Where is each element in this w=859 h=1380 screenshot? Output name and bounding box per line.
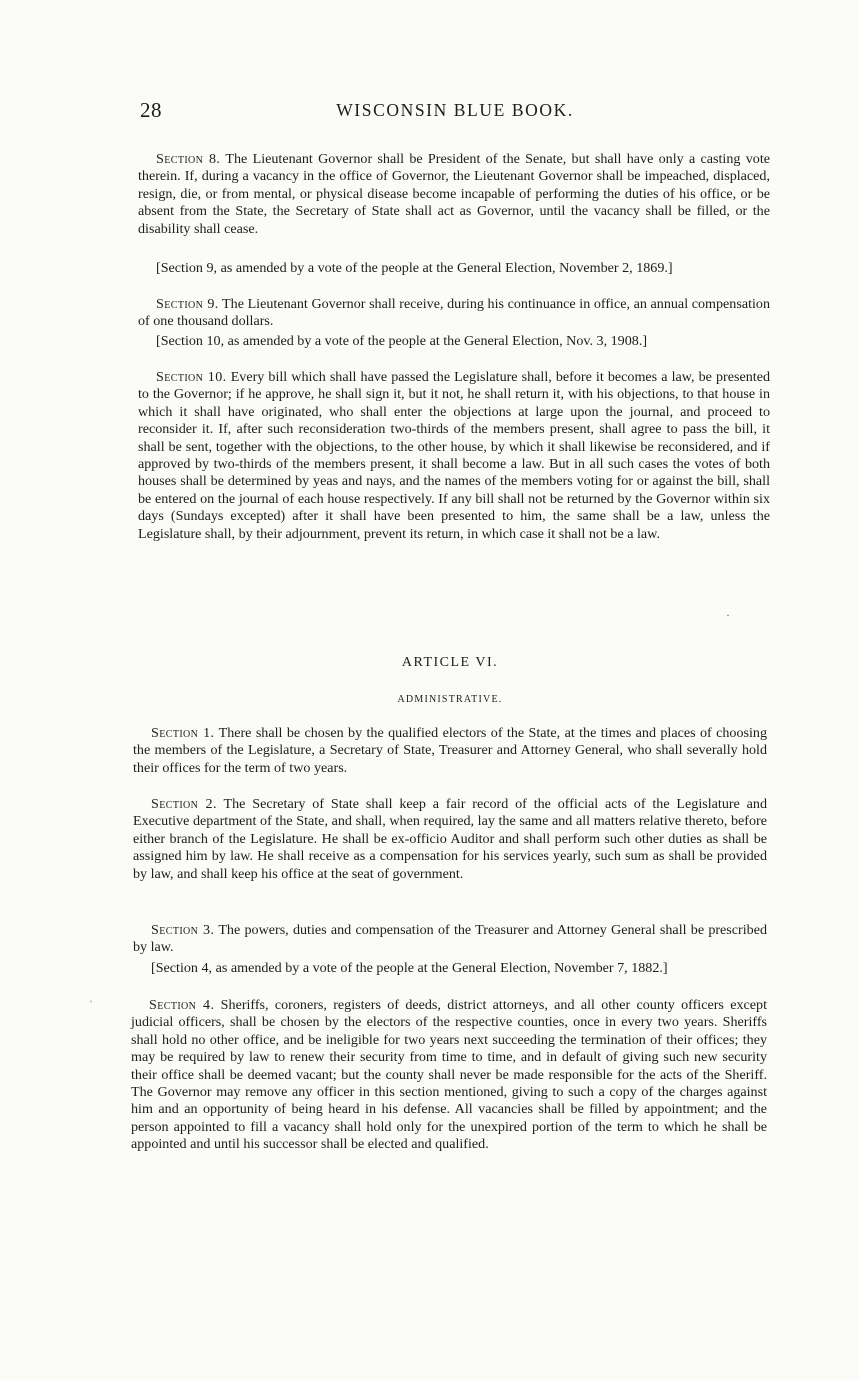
amendment-note: [Section 9, as amended by a vote of the people at the General Election, November 2, 1869.]	[156, 260, 673, 276]
section-label: Section 2.	[151, 796, 217, 812]
article-heading: ARTICLE VI.	[401, 655, 499, 670]
amendment-note: [Section 10, as amended by a vote of the people at the General Election, Nov. 3, 1908.]	[156, 333, 648, 349]
section-3-paragraph	[133, 922, 767, 957]
section-label: Section 9.	[156, 296, 219, 312]
section-text: The Secretary of State shall keep a fair record of the official acts of the Legislature and Executive department of the State, and shall, when required, lay the same and all matters relative thereto, before either branch of the Legislature. He shall be ex-officio Auditor and shall perform such other duties as shall be assigned him by law. He shall receive as a compensation for his services yearly, such sum as shall be provided by law, and shall keep his office at the seat of government.	[133, 796, 768, 882]
section-2-paragraph	[133, 796, 767, 883]
section-text: The powers, duties and compensation of the Treasurer and Attorney General shall be prescribed by law.	[133, 922, 768, 956]
section-text: The Lieutenant Governor shall be President of the Senate, but shall have only a casting vote therein. If, during a vacancy in the office of Governor, the Lieutenant Governor shall be impeached, displaced, resign, die, or from mental, or physical disease become incapable of performing the duties of his office, or be absent from the State, the Secretary of State shall act as Governor, until the vacancy shall be filled, or the disability shall cease.	[138, 151, 770, 237]
section-label: Section 10.	[156, 369, 227, 385]
page-number: 28	[140, 98, 162, 122]
running-title: WISCONSIN BLUE BOOK.	[336, 100, 574, 120]
section-text: Every bill which shall have passed the Legislature shall, before it becomes a law, be presented to the Governor; if he approve, he shall sign it, but it not, he shall return it, with his objections, to that house in which it shall have originated, who shall enter the objections at large upon the journal, and proceed to reconsider it. If, after such reconsideration two-thirds of the members present, shall agree to pass the bill, it shall be sent, together with the objections, to the other house, by which it shall likewise be reconsidered, and if approved by two-thirds of the members present, it shall become a law. But in all such cases the votes of both houses shall be determined by yeas and nays, and the names of the members voting for or against the bill, shall be entered on the journal of each house respectively. If any bill shall not be returned by the Governor within six days (Sundays excepted) after it shall have been presented to him, the same shall be a law, unless the Legislature shall, by their adjournment, prevent its return, in which case it shall not be a law.	[138, 369, 770, 542]
section-text: There shall be chosen by the qualified electors of the State, at the times and places of choosing the members of the Legislature, a Secretary of State, Treasurer and Attorney General, who shall severally hold their offices for the term of two years.	[133, 725, 767, 776]
amendment-note: [Section 4, as amended by a vote of the people at the General Election, November 7, 1882.]	[151, 960, 668, 976]
section-label: Section 1.	[151, 725, 215, 741]
section-text: The Lieutenant Governor shall receive, during his continuance in office, an annual compensation of one thousand dollars.	[138, 296, 771, 330]
section-10-paragraph	[138, 369, 770, 543]
section-label: Section 4.	[149, 997, 215, 1013]
section-label: Section 3.	[151, 922, 215, 938]
article-subheading: ADMINISTRATIVE.	[397, 694, 503, 705]
section-9-paragraph	[138, 296, 770, 331]
scan-speck: ·	[726, 608, 730, 622]
scan-speck: ˈ	[89, 998, 93, 1012]
section-8-paragraph	[138, 151, 770, 238]
running-head	[140, 98, 770, 124]
section-4-paragraph	[131, 997, 767, 1154]
section-text: Sheriffs, coroners, registers of deeds, district attorneys, and all other county officers except judicial officers, shall be chosen by the electors of the respective counties, once in every two years. Sheriffs shall hold no other office, and be ineligible for two years next succeeding the termination of their offices; they may be required by law to renew their security from time to time, and in default of giving such new security their office shall be deemed vacant; but the county shall never be made responsible for the acts of the Sheriff. The Governor may remove any officer in this section mentioned, giving to such a copy of the charges against him and an opportunity of being heard in his defense. All vacancies shall be filled by appointment; and the person appointed to fill a vacancy shall hold only for the unexpired portion of the term to which he shall be appointed and until his successor shall be elected and qualified.	[131, 997, 767, 1153]
section-label: Section 8.	[156, 151, 221, 167]
section-1-paragraph	[133, 725, 767, 777]
